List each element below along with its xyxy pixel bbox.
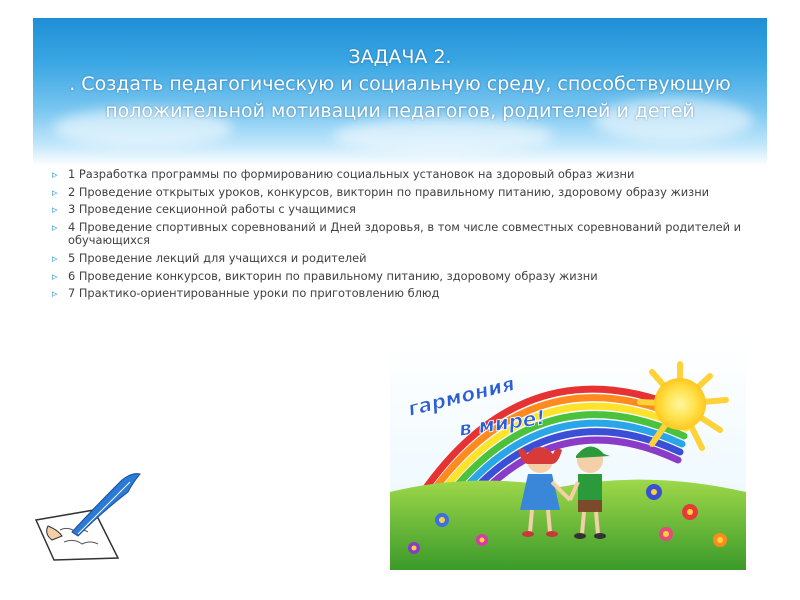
list-item (52, 203, 752, 217)
list-item-text: 6 Проведение конкурсов, викторин по правильному питанию, здоровому образу жизни (68, 268, 598, 283)
harmony-illustration (390, 342, 746, 570)
list-item-text: 3 Проведение секционной работы с учащимися (68, 202, 356, 217)
title-line-1: ЗАДАЧА 2. (348, 46, 452, 68)
caption-word-1: гармония (405, 371, 518, 421)
list-item (52, 168, 752, 182)
pen-writing-icon (32, 470, 150, 562)
caption-word-2: в мире! (457, 405, 547, 441)
bullet-icon: ▹ (52, 203, 58, 217)
bullet-icon: ▹ (52, 269, 58, 283)
quill-shaft (78, 482, 130, 534)
list-item-text: 7 Практико-ориентированные уроки по приготовлению блюд (68, 286, 440, 301)
bullet-icon: ▹ (52, 168, 58, 181)
title-line-2: . Создать педагогическую и социальную среду, способствующую (69, 73, 731, 95)
list-item (52, 252, 752, 266)
list-item-text: 1 Разработка программы по формированию социальных установок на здоровый образ жизни (68, 167, 635, 181)
list-item (52, 287, 752, 301)
list-item-text: 5 Проведение лекций для учащихся и родителей (68, 250, 367, 265)
title-line-3: положительной мотивации педагогов, родителей и детей (105, 100, 695, 122)
list-item (52, 186, 752, 200)
slide-title (40, 44, 760, 125)
list-item-text: 2 Проведение открытых уроков, конкурсов, викторин по правильному питанию, здоровому образу жизни (68, 184, 710, 199)
bullet-icon: ▹ (52, 287, 58, 301)
list-item (52, 221, 752, 248)
list-item-text: 4 Проведение спортивных соревнований и Дней здоровья, в том числе совместных соревнований родителей и обучающихся (68, 219, 742, 248)
bullet-icon: ▹ (52, 220, 58, 234)
quill (72, 474, 140, 536)
bullet-icon: ▹ (52, 185, 58, 199)
task-list (52, 168, 752, 305)
bullet-icon: ▹ (52, 251, 58, 265)
list-item (52, 270, 752, 284)
